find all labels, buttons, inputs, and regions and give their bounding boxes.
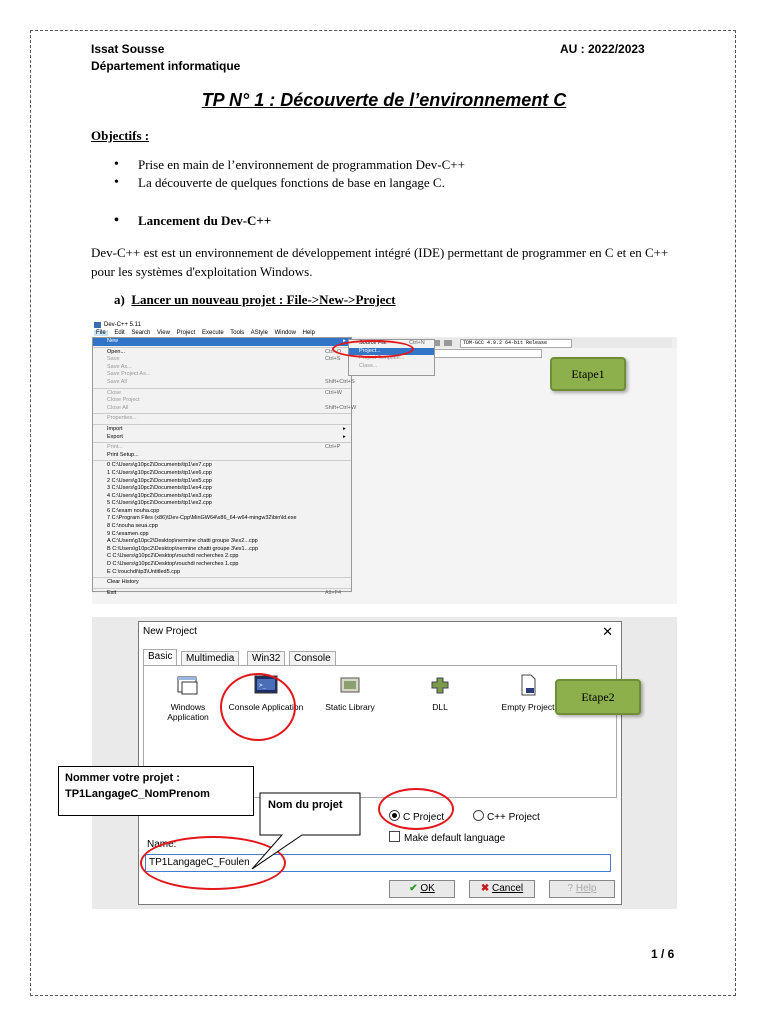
- menu-item[interactable]: [93, 349, 351, 357]
- menu-item[interactable]: [93, 462, 351, 470]
- submenu-arrow-icon: ▸: [343, 425, 346, 432]
- menu-item-label: 9 C:\examen.cpp: [107, 530, 149, 537]
- compiler-select[interactable]: TDM-GCC 4.9.2 64-bit Release: [460, 339, 572, 348]
- menu-item[interactable]: [93, 590, 351, 598]
- menu-item-label: Export: [107, 433, 123, 440]
- menu-item[interactable]: [93, 415, 351, 423]
- template-label: DLL: [432, 702, 448, 712]
- menu-item[interactable]: [93, 356, 351, 364]
- academic-year: AU : 2022/2023: [560, 42, 645, 56]
- menu-item-label: Open...: [107, 348, 126, 355]
- menu-search[interactable]: Search: [131, 330, 151, 336]
- menu-item[interactable]: [93, 397, 351, 405]
- tab-win32[interactable]: Win32: [247, 651, 285, 666]
- step-a-heading: [114, 292, 396, 308]
- submenu-arrow-icon: ▸: [343, 433, 346, 440]
- menu-window[interactable]: Window: [274, 330, 296, 336]
- menu-item[interactable]: [93, 553, 351, 561]
- menu-item-label: New: [107, 338, 119, 344]
- menu-separator: [93, 460, 351, 461]
- name-label: Name:: [147, 839, 177, 850]
- step-a-label: a): [114, 292, 125, 307]
- menu-item[interactable]: [93, 493, 351, 501]
- menu-item[interactable]: [93, 561, 351, 569]
- menu-item-shortcut: Ctrl+W: [325, 389, 342, 396]
- menu-item-label: Clear History: [107, 579, 139, 586]
- menu-item[interactable]: [93, 546, 351, 554]
- radio-cpp-project[interactable]: [473, 810, 540, 823]
- menu-item-label: Close All: [107, 404, 129, 411]
- objective-item: • Prise en main de l’environnement de programmation Dev-C++: [110, 156, 465, 174]
- menu-item-label: 2 C:\Users\g10pc2\Documents\tp1\ex5.cpp: [107, 477, 212, 484]
- help-button[interactable]: [549, 880, 615, 898]
- menu-separator: [93, 577, 351, 578]
- help-icon: ?: [567, 883, 574, 894]
- menu-item[interactable]: [93, 338, 351, 346]
- menu-item-label: E C:\rouchdi\tp3\Untitled5.cpp: [107, 568, 181, 575]
- cancel-label: Cancel: [492, 883, 524, 894]
- radio-label: C++ Project: [487, 812, 540, 823]
- tab-console[interactable]: Console: [289, 651, 336, 666]
- intro-paragraph: Dev-C++ est est un environnement de développement intégré (IDE) permettant de programmer en C et en C++ pour les systèmes d'exploitation Windows.: [91, 245, 669, 279]
- menu-item-label: 8 C:\nouha seua.cpp: [107, 523, 158, 530]
- highlight-ellipse-c-project: [378, 788, 454, 830]
- menu-item-label: A C:\Users\g10pc2\Desktop\nermine chatti groupe 3\ex2...cpp: [107, 538, 258, 545]
- menu-item-label: Save As...: [107, 363, 132, 370]
- menu-item[interactable]: [93, 508, 351, 516]
- menu-item[interactable]: [93, 478, 351, 486]
- tab-basic[interactable]: Basic: [143, 649, 177, 666]
- menu-item-shortcut: Shift+Ctrl+S: [325, 378, 355, 385]
- highlight-ellipse: [332, 340, 414, 358]
- devcpp-app-icon: [94, 322, 101, 328]
- cross-icon: ✖: [480, 883, 490, 894]
- template-static-library[interactable]: [312, 674, 388, 712]
- menu-item-label: Properties...: [107, 415, 137, 422]
- template-windows-application[interactable]: [150, 674, 226, 722]
- dll-icon: [428, 674, 452, 696]
- callout-name-label: Nom du projet: [268, 799, 343, 811]
- windows-app-icon: [176, 674, 200, 696]
- template-dll[interactable]: [402, 674, 478, 712]
- menu-help[interactable]: Help: [302, 330, 315, 336]
- menu-item[interactable]: [93, 470, 351, 478]
- cancel-button[interactable]: [469, 880, 535, 898]
- svg-text:>_: >_: [259, 682, 267, 689]
- menu-item-label: Close Project: [107, 397, 140, 404]
- menu-item-label: Class...: [359, 362, 378, 369]
- ok-button[interactable]: [389, 880, 455, 898]
- help-label: Help: [575, 883, 597, 894]
- radio-button[interactable]: [473, 810, 484, 821]
- menu-separator: [93, 413, 351, 414]
- menu-item-label: D C:\Users\g10pc2\Desktop\rouchdi recherches 1.cpp: [107, 561, 239, 568]
- submenu-arrow-icon: ▸: [343, 338, 346, 344]
- menu-item[interactable]: [93, 390, 351, 398]
- menu-item-label: Exit: [107, 589, 117, 596]
- empty-project-icon: [516, 674, 540, 696]
- menu-item-label: 3 C:\Users\g10pc2\Documents\tp1\ex4.cpp: [107, 485, 212, 492]
- menu-item[interactable]: [93, 404, 357, 413]
- menu-item-label: Save All: [107, 378, 127, 385]
- menu-item[interactable]: [93, 444, 351, 452]
- menu-item-label: 1 C:\Users\g10pc2\Documents\tp1\ex6.cpp: [107, 469, 212, 476]
- menu-item-label: Save: [107, 356, 120, 363]
- menu-item-label: Print Setup...: [107, 451, 139, 458]
- template-label: Static Library: [325, 702, 375, 712]
- menu-item[interactable]: [93, 523, 351, 531]
- menu-execute[interactable]: Execute: [201, 330, 224, 336]
- objectives-heading: Objectifs :: [91, 128, 150, 143]
- tab-multimedia[interactable]: Multimedia: [181, 651, 239, 666]
- menu-item-label: 6 C:\exam nouha.cpp: [107, 507, 160, 514]
- menu-edit[interactable]: Edit: [114, 330, 125, 336]
- radio-label: C Project: [403, 812, 445, 823]
- editor-area: [352, 348, 677, 604]
- menu-item-shortcut: Shift+Ctrl+W: [325, 404, 357, 411]
- menu-item-label: Close: [107, 389, 122, 396]
- checkmark-icon: ✔: [409, 883, 418, 894]
- make-default-checkbox[interactable]: [389, 831, 505, 844]
- menu-item-shortcut: Ctrl+O: [325, 348, 342, 355]
- menu-item[interactable]: [93, 485, 351, 493]
- menu-item-shortcut: Ctrl+S: [325, 356, 341, 363]
- menu-item-shortcut: Ctrl+P: [325, 444, 341, 451]
- callout-project-name: Nommer votre projet : TP1LangageC_NomPrenom: [58, 766, 254, 816]
- menubar: [92, 329, 677, 337]
- page-number: 1 / 6: [651, 947, 675, 961]
- school-name: Issat Sousse: [91, 42, 165, 56]
- menu-item[interactable]: [93, 364, 351, 372]
- menu-separator: [93, 442, 351, 443]
- menu-item-label: 4 C:\Users\g10pc2\Documents\tp1\ex3.cpp: [107, 492, 212, 499]
- highlight-ellipse-console: [220, 673, 296, 741]
- menu-item[interactable]: [93, 531, 351, 539]
- objective-item: • La découverte de quelques fonctions de base en langage C.: [110, 174, 465, 192]
- dialog-title: New Project: [143, 626, 197, 637]
- menu-item-shortcut: Alt+F4: [325, 589, 342, 596]
- menu-view[interactable]: View: [157, 330, 170, 336]
- new-project-screenshot: [65, 617, 677, 909]
- menu-separator: [93, 347, 351, 348]
- step-a-text: Lancer un nouveau projet : File->New->Project: [131, 292, 396, 307]
- menu-item-label: Project...: [359, 347, 381, 354]
- menu-separator: [93, 388, 351, 389]
- menu-item-label: Project Template...: [359, 355, 405, 362]
- template-label: Console Application: [228, 702, 304, 712]
- window-title: Dev-C++ 5.11: [104, 322, 141, 328]
- template-label: Windows Application: [167, 702, 209, 722]
- menu-item-label: C C:\Users\g10pc2\Desktop\rouchdi recherches 2.cpp: [107, 553, 239, 560]
- menu-item-label: Save Project As...: [107, 371, 151, 378]
- etape1-badge: Etape1: [550, 357, 626, 391]
- menu-item[interactable]: [93, 500, 351, 508]
- checkbox-label: Make default language: [404, 833, 506, 844]
- menu-item[interactable]: [93, 569, 351, 577]
- menu-item-label: 7 C:\Program Files (x86)\Dev-Cpp\MinGW64\x86_64-w64-mingw32\bin\ld.exe: [107, 515, 297, 522]
- department-name: Département informatique: [91, 59, 241, 73]
- close-icon[interactable]: ✕: [602, 624, 613, 639]
- toolbar-icon[interactable]: [444, 340, 452, 346]
- menu-item[interactable]: [93, 579, 351, 587]
- menu-project[interactable]: Project: [176, 330, 196, 336]
- menu-item[interactable]: [349, 363, 434, 371]
- menu-file[interactable]: File: [96, 330, 106, 336]
- checkbox-box[interactable]: [389, 831, 400, 842]
- menu-item-label: Print...: [107, 444, 123, 451]
- template-label: Empty Project: [501, 702, 555, 712]
- static-library-icon: [338, 674, 362, 696]
- etape2-badge: Etape2: [555, 679, 641, 715]
- menu-item-label: Import: [107, 425, 123, 432]
- menu-separator: [93, 588, 351, 589]
- window-title-bar: [92, 321, 677, 329]
- menu-item-label: Source File: [359, 340, 387, 346]
- header-left: [91, 41, 240, 75]
- menu-astyle[interactable]: AStyle: [250, 330, 268, 336]
- menu-item[interactable]: [93, 452, 351, 460]
- menu-item-shortcut: Ctrl+N: [409, 340, 425, 346]
- menu-item[interactable]: [93, 538, 351, 546]
- menu-separator: [93, 424, 351, 425]
- menu-item[interactable]: [93, 515, 351, 523]
- devcpp-screenshot: [92, 321, 677, 604]
- page-title: TP N° 1 : Découverte de l’environnement C: [201, 90, 567, 110]
- menu-item[interactable]: [93, 378, 355, 387]
- menu-item[interactable]: [93, 426, 351, 434]
- launch-heading: • Lancement du Dev-C++: [110, 213, 271, 229]
- menu-item[interactable]: [93, 371, 351, 379]
- menu-tools[interactable]: Tools: [230, 330, 245, 336]
- project-name-input[interactable]: TP1LangageC_Foulen: [145, 854, 611, 872]
- menu-item-label: 5 C:\Users\g10pc2\Documents\tp1\ex2.cpp: [107, 500, 212, 507]
- menu-item[interactable]: [93, 434, 351, 442]
- menu-item-label: B C:\Users\g10pc2\Desktop\nermine chatti groupe 3\ex1...cpp: [107, 545, 259, 552]
- ok-label: OK: [420, 883, 435, 894]
- menu-item-label: 0 C:\Users\g10pc2\Documents\tp1\ex7.cpp: [107, 462, 212, 469]
- file-menu: [92, 337, 357, 596]
- objectives-list: [110, 156, 465, 192]
